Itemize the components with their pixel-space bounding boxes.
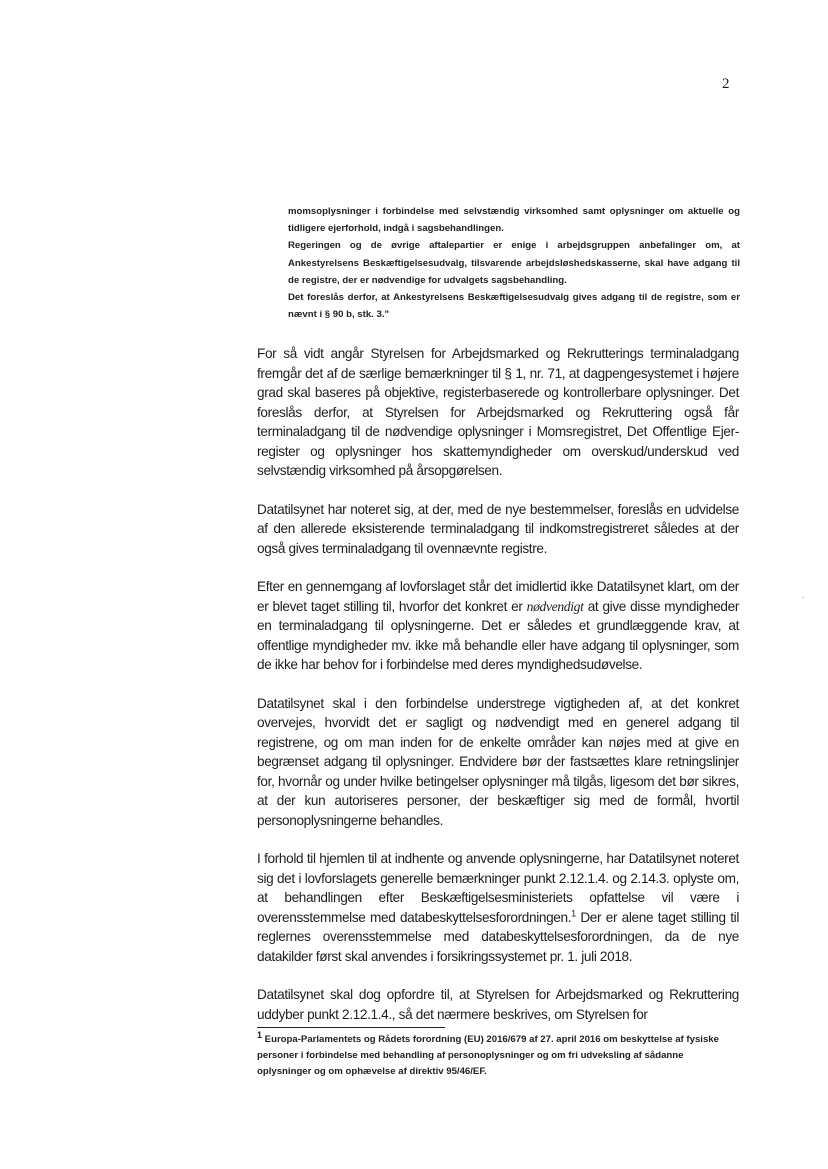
footnote-divider (257, 1027, 445, 1028)
paragraph-2: Datatilsynet har noteret sig, at der, med de nye bestemmelser, foreslås en udvidelse af den allerede eksisterende terminaladgang til indkomstregistreret således at der også gives terminaladgang til ovennævnte registre. (257, 501, 739, 556)
quote-paragraph: Det foreslås derfor, at Ankestyrelsens Beskæftigelsesudvalg gives adgang til de registre, som er nævnt i § 90 b, stk. 3." (288, 292, 740, 321)
paragraph-5 (257, 849, 739, 966)
quote-paragraph: Regeringen og de øvrige aftalepartier er enige i arbejdsgruppen anbefalinger om, at Ankestyrelsens Beskæftigelsesudvalg, tilsvarende arbejdsløshedskasserne, skal have adgang til de registre, der er nødvendige for udvalgets sagsbehandling. (288, 240, 740, 286)
paragraph-5-text-a: I forhold til hjemlen til at indhente og anvende oplysningerne, har Datatilsynet noteret sig det i lovforslagets generelle bemærkninger punkt 2.12.1.4. og 2.14.3. oplyste om, at behandlingen efter Beskæftigelsesministeriets opfattelse vil være i overensstemmelse med databeskyttelsesforordningen. (257, 851, 739, 925)
footnote-marker: 1 (257, 1029, 263, 1040)
paragraph-3 (257, 577, 739, 675)
footnote (257, 1029, 737, 1080)
body-text (257, 344, 739, 1043)
paragraph-3-text-b: at give disse myndigheder en terminaladgang til oplysningerne. Det er således et grundlæggende krav, at offentlige myndigheder mv. ikke må behandle eller have adgang til oplysninger, som de ikke har behov for i forbindelse med deres myndighedsudøvelse. (257, 598, 739, 672)
paragraph-6: Datatilsynet skal dog opfordre til, at Styrelsen for Arbejdsmarked og Rekruttering uddyber punkt 2.12.1.4., så det nærmere beskrives, om Styrelsen for (257, 987, 739, 1022)
footnote-reference[interactable]: 1 (571, 907, 576, 918)
quoted-excerpt (288, 203, 740, 323)
paragraph-4: Datatilsynet skal i den forbindelse understrege vigtigheden af, at det konkret overvejes, hvorvidt det er sagligt og nødvendigt med en generel adgang til registrene, og om man inden for de enkelte områder kan nøjes med at give en begrænset adgang til oplysninger. Endvidere bør der fastsættes klare retningslinjer for, hvornår og under hvilke betingelser oplysninger må tilgås, ligesom det bør sikres, at der kun autoriseres personer, der beskæftiger sig med de formål, hvortil personoplysningerne behandles. (257, 695, 739, 828)
footnote-text: Europa-Parlamentets og Rådets forordning (EU) 2016/679 af 27. april 2016 om beskyttelse af fysiske personer i forbindelse med behandling af personoplysninger og om fri udveksling af sådanne oplysninger og om ophævelse af direktiv 95/46/EF. (257, 1034, 719, 1077)
page-number: 2 (722, 76, 730, 92)
margin-mark: . (802, 590, 805, 601)
paragraph-1: For så vidt angår Styrelsen for Arbejdsmarked og Rekrutterings terminaladgang fremgår det af de særlige bemærkninger til § 1, nr. 71, at dagpengesystemet i højere grad skal baseres på objektive, registerbaserede og kontrollerbare oplysninger. Det foreslås derfor, at Styrelsen for Arbejdsmarked og Rekruttering også får terminaladgang til de nødvendige oplysninger i Momsregistret, Det Offentlige Ejer-register og oplysninger hos skattemyndigheder om overskud/underskud ved selvstændig virksomhed på årsopgørelsen. (257, 346, 739, 478)
paragraph-5-text-b: Der er alene taget stilling til reglernes overensstemmelse med databeskyttelsesforordningen, da de nye datakilder først skal anvendes i forsikringssystemet pr. 1. juli 2018. (257, 909, 739, 964)
emphasis-word: nødvendigt (526, 598, 584, 614)
quote-paragraph: momsoplysninger i forbindelse med selvstændig virksomhed samt oplysninger om aktuelle og tidligere ejerforhold, indgå i sagsbehandlingen. (288, 206, 740, 235)
paragraph-3-text-a: Efter en gennemgang af lovforslaget står det imidlertid ikke Datatilsynet klart, om der er blevet taget stilling til, hvorfor det konkret er (257, 579, 739, 614)
